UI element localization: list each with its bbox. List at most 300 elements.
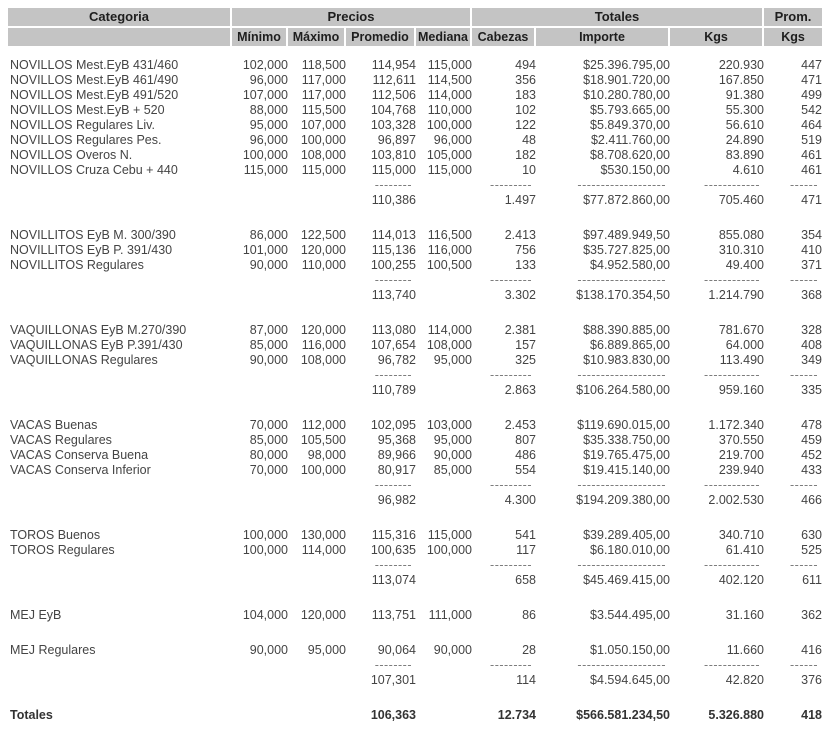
cell-categoria: NOVILLOS Regulares Liv.: [10, 118, 155, 132]
cell-cabezas: 86: [522, 608, 536, 622]
cell-kgs: 24.890: [725, 133, 764, 147]
cell-mediana: 100,500: [426, 258, 472, 272]
cell-cabezas: ---------: [490, 558, 532, 572]
cell-kgs: 310.310: [718, 243, 764, 257]
cell-maximo: 116,000: [301, 338, 346, 352]
cell-importe: $35.727.825,00: [583, 243, 670, 257]
table-row: [8, 528, 822, 543]
cell-mediana: [416, 558, 472, 573]
cell-kgs: 370.550: [718, 433, 764, 447]
cell-cabezas: 554: [515, 463, 536, 477]
cell-cabezas: 122: [515, 118, 536, 132]
table-row: [8, 608, 822, 623]
cell-prom_kgs: 461: [801, 148, 822, 162]
table-row: [8, 463, 822, 478]
cell-minimo: 90,000: [249, 258, 288, 272]
table-row: [8, 58, 822, 73]
dashes-row: [8, 478, 822, 493]
cell-categoria: [8, 193, 232, 208]
header-prom: Prom.: [764, 8, 822, 26]
cell-kgs: 340.710: [718, 528, 764, 542]
dashes-row: [8, 178, 822, 193]
cell-maximo: 114,000: [301, 543, 346, 557]
cell-mediana: [416, 573, 472, 588]
cell-promedio: 115,136: [371, 243, 416, 257]
cell-prom_kgs: ------: [790, 558, 818, 572]
subtotal-row: [8, 383, 822, 398]
cell-importe: $10.983.830,00: [583, 353, 670, 367]
cell-promedio: 96,897: [377, 133, 416, 147]
cell-promedio: 95,368: [377, 433, 416, 447]
cell-prom_kgs: 611: [802, 573, 822, 587]
cell-categoria: NOVILLITOS Regulares: [10, 258, 144, 272]
cell-importe: $39.289.405,00: [583, 528, 670, 542]
cell-promedio: 102,095: [370, 418, 416, 432]
cell-minimo: 107,000: [242, 88, 288, 102]
cell-cabezas: 807: [515, 433, 536, 447]
cell-maximo: [288, 368, 346, 383]
cell-kgs: 4.610: [732, 163, 764, 177]
table-row: [8, 643, 822, 658]
header-cabezas: Cabezas: [472, 28, 536, 46]
cell-minimo: 70,000: [249, 418, 288, 432]
subtotal-row: [8, 493, 822, 508]
cell-categoria: NOVILLITOS EyB P. 391/430: [10, 243, 173, 257]
cell-promedio: 113,740: [371, 288, 416, 302]
category-group: [8, 528, 822, 588]
cell-importe: -------------------: [577, 558, 666, 572]
cell-kgs: 219.700: [718, 448, 764, 462]
cell-cabezas: 12.734: [497, 708, 536, 722]
cell-maximo: 122,500: [300, 228, 346, 242]
cell-mediana: [416, 288, 472, 303]
cell-minimo: 102,000: [242, 58, 288, 72]
cell-promedio: --------: [374, 273, 412, 287]
cell-categoria: VAQUILLONAS EyB P.391/430: [10, 338, 183, 352]
cell-maximo: 108,000: [300, 148, 346, 162]
cell-cabezas: 2.863: [504, 383, 536, 397]
cell-maximo: [288, 273, 346, 288]
cell-categoria: [8, 573, 232, 588]
cell-cabezas: 494: [515, 58, 536, 72]
cell-importe: $8.708.620,00: [590, 148, 670, 162]
cell-cabezas: 658: [515, 573, 536, 587]
cell-maximo: 95,000: [307, 643, 346, 657]
cell-minimo: 100,000: [242, 148, 288, 162]
cell-mediana: 90,000: [433, 643, 472, 657]
cell-importe: $25.396.795,00: [583, 58, 670, 72]
cell-promedio: --------: [374, 368, 412, 382]
cell-importe: $530.150,00: [600, 163, 670, 177]
cell-promedio: 103,810: [370, 148, 416, 162]
cell-importe: $4.952.580,00: [590, 258, 670, 272]
cell-kgs: 1.214.790: [708, 288, 764, 302]
cell-cabezas: 3.302: [504, 288, 536, 302]
cell-maximo: [288, 558, 346, 573]
header-maximo: Máximo: [288, 28, 346, 46]
cell-categoria: [8, 558, 232, 573]
cell-minimo: 101,000: [242, 243, 288, 257]
subtotal-row: [8, 673, 822, 688]
cell-prom_kgs: 408: [801, 338, 822, 352]
cell-minimo: 88,000: [249, 103, 288, 117]
cell-promedio: 114,013: [371, 228, 416, 242]
cell-prom_kgs: 499: [801, 88, 822, 102]
cell-maximo: [288, 178, 346, 193]
cell-prom_kgs: ------: [790, 178, 818, 192]
cell-maximo: [288, 193, 346, 208]
table-row: [8, 133, 822, 148]
cell-kgs: ------------: [704, 368, 760, 382]
header-importe: Importe: [536, 28, 670, 46]
table-row: [8, 418, 822, 433]
cell-categoria: VACAS Buenas: [10, 418, 98, 432]
cell-mediana: [416, 383, 472, 398]
cell-prom_kgs: 416: [801, 643, 822, 657]
cell-prom_kgs: 471: [801, 73, 822, 87]
cell-prom_kgs: 459: [801, 433, 822, 447]
cell-minimo: [232, 193, 288, 208]
cell-promedio: 80,917: [377, 463, 416, 477]
cell-categoria: [8, 383, 232, 398]
cell-categoria: VAQUILLONAS EyB M.270/390: [10, 323, 187, 337]
table-row: [8, 448, 822, 463]
cell-mediana: [416, 273, 472, 288]
cell-minimo: [232, 368, 288, 383]
cell-kgs: 11.660: [726, 643, 764, 657]
category-group: [8, 323, 822, 398]
cell-prom_kgs: ------: [790, 273, 818, 287]
cell-categoria: NOVILLOS Mest.EyB 431/460: [10, 58, 179, 72]
cell-minimo: [232, 673, 288, 688]
cell-cabezas: 114: [516, 673, 536, 687]
cell-mediana: 110,000: [427, 103, 472, 117]
cell-mediana: [416, 178, 472, 193]
cell-promedio: 110,386: [371, 193, 416, 207]
cell-maximo: 108,000: [300, 353, 346, 367]
cell-prom_kgs: 371: [801, 258, 822, 272]
cell-kgs: 855.080: [718, 228, 764, 242]
cell-maximo: 120,000: [300, 608, 346, 622]
cell-maximo: [288, 383, 346, 398]
cell-importe: -------------------: [577, 178, 666, 192]
table-row: [8, 88, 822, 103]
cell-prom_kgs: ------: [790, 478, 818, 492]
table-row: [8, 148, 822, 163]
cell-promedio: 90,064: [377, 643, 416, 657]
cell-importe: $3.544.495,00: [590, 608, 670, 622]
cell-minimo: [232, 558, 288, 573]
header-prom-kgs: Kgs: [764, 28, 822, 46]
cell-minimo: [232, 493, 288, 508]
cell-prom_kgs: 349: [801, 353, 822, 367]
cell-promedio: 103,328: [370, 118, 416, 132]
cell-importe: $88.390.885,00: [583, 323, 670, 337]
category-group: [8, 608, 822, 623]
cell-kgs: 705.460: [718, 193, 764, 207]
table-row: [8, 228, 822, 243]
cell-mediana: 116,000: [427, 243, 472, 257]
category-group: [8, 418, 822, 508]
cell-importe: $6.180.010,00: [590, 543, 670, 557]
cell-mediana: [416, 193, 472, 208]
cell-cabezas: 10: [522, 163, 536, 177]
cell-kgs: ------------: [704, 178, 760, 192]
cell-importe: $97.489.949,50: [583, 228, 670, 242]
header-categoria-spacer: [8, 28, 232, 46]
cell-categoria: [8, 493, 232, 508]
cell-minimo: [232, 288, 288, 303]
dashes-row: [8, 658, 822, 673]
cell-maximo: 117,000: [301, 73, 346, 87]
cell-prom_kgs: 376: [801, 673, 822, 687]
cell-mediana: 116,500: [427, 228, 472, 242]
cell-mediana: 96,000: [433, 133, 472, 147]
cell-maximo: 120,000: [300, 323, 346, 337]
cell-promedio: 100,255: [370, 258, 416, 272]
cell-importe: $5.849.370,00: [590, 118, 670, 132]
cell-maximo: 115,000: [301, 163, 346, 177]
cell-prom_kgs: 464: [801, 118, 822, 132]
cell-mediana: 95,000: [433, 433, 472, 447]
table-row: [8, 338, 822, 353]
cell-kgs: 2.002.530: [708, 493, 764, 507]
cell-prom_kgs: ------: [790, 658, 818, 672]
cell-categoria: VAQUILLONAS Regulares: [10, 353, 158, 367]
cell-kgs: ------------: [704, 558, 760, 572]
cell-cabezas: 486: [515, 448, 536, 462]
cell-importe: -------------------: [577, 368, 666, 382]
cell-minimo: [232, 478, 288, 493]
cell-kgs: 31.160: [725, 608, 764, 622]
cell-prom_kgs: 525: [801, 543, 822, 557]
cell-prom_kgs: 410: [801, 243, 822, 257]
cell-mediana: 90,000: [433, 448, 472, 462]
cell-categoria: NOVILLOS Mest.EyB + 520: [10, 103, 165, 117]
cell-minimo: 87,000: [249, 323, 288, 337]
cell-prom_kgs: 478: [801, 418, 822, 432]
cell-cabezas: 48: [522, 133, 536, 147]
cell-importe: $119.690.015,00: [577, 418, 670, 432]
cell-cabezas: 2.453: [504, 418, 536, 432]
cell-mediana: 108,000: [426, 338, 472, 352]
cell-promedio: 113,751: [371, 608, 416, 622]
cell-mediana: 95,000: [433, 353, 472, 367]
cell-categoria: [8, 288, 232, 303]
cell-cabezas: ---------: [490, 658, 532, 672]
cell-mediana: 100,000: [426, 118, 472, 132]
cell-promedio: 115,000: [371, 163, 416, 177]
cell-maximo: 118,500: [301, 58, 346, 72]
table-row: [8, 323, 822, 338]
cell-promedio: 114,954: [371, 58, 416, 72]
cell-categoria: MEJ Regulares: [10, 643, 96, 657]
cell-categoria: [8, 368, 232, 383]
cell-mediana: 85,000: [433, 463, 472, 477]
header-kgs: Kgs: [670, 28, 764, 46]
cell-mediana: 100,000: [426, 543, 472, 557]
cell-categoria: TOROS Regulares: [10, 543, 115, 557]
cell-importe: $2.411.760,00: [590, 133, 670, 147]
table-row: [8, 243, 822, 258]
cell-promedio: 113,080: [371, 323, 416, 337]
table-row: [8, 433, 822, 448]
cell-prom_kgs: 519: [801, 133, 822, 147]
subtotal-row: [8, 573, 822, 588]
cell-maximo: 117,000: [301, 88, 346, 102]
cell-importe: -------------------: [577, 478, 666, 492]
cell-minimo: 86,000: [249, 228, 288, 242]
cell-maximo: [288, 478, 346, 493]
cell-importe: $5.793.665,00: [590, 103, 670, 117]
cell-importe: -------------------: [577, 273, 666, 287]
table-header: [8, 8, 822, 46]
category-group: [8, 643, 822, 688]
cell-minimo: 95,000: [249, 118, 288, 132]
cell-importe: $10.280.780,00: [583, 88, 670, 102]
cell-promedio: --------: [374, 178, 412, 192]
cell-importe: $6.889.865,00: [590, 338, 670, 352]
cell-categoria: VACAS Regulares: [10, 433, 112, 447]
cell-minimo: 100,000: [242, 543, 288, 557]
table-row: [8, 73, 822, 88]
cell-kgs: 61.410: [725, 543, 764, 557]
cell-prom_kgs: 354: [801, 228, 822, 242]
table-row: [8, 103, 822, 118]
cell-kgs: 167.850: [718, 73, 764, 87]
cell-promedio: 110,789: [371, 383, 416, 397]
cell-kgs: 83.890: [725, 148, 764, 162]
header-minimo: Mínimo: [232, 28, 288, 46]
dashes-row: [8, 558, 822, 573]
cell-cabezas: 182: [515, 148, 536, 162]
cell-maximo: 110,000: [301, 258, 346, 272]
dashes-row: [8, 368, 822, 383]
header-totales: Totales: [472, 8, 764, 26]
cell-categoria: VACAS Conserva Inferior: [10, 463, 151, 477]
cell-minimo: 115,000: [243, 163, 288, 177]
cell-promedio: 96,982: [377, 493, 416, 507]
cell-minimo: 100,000: [242, 528, 288, 542]
cell-mediana: [416, 658, 472, 673]
cell-kgs: 220.930: [718, 58, 764, 72]
cell-importe: $19.415.140,00: [583, 463, 670, 477]
cell-categoria: NOVILLOS Regulares Pes.: [10, 133, 162, 147]
cell-kgs: 64.000: [725, 338, 764, 352]
cell-minimo: 96,000: [249, 73, 288, 87]
cell-mediana: [416, 368, 472, 383]
cell-promedio: --------: [374, 658, 412, 672]
cell-maximo: [288, 658, 346, 673]
cell-promedio: 107,301: [370, 673, 416, 687]
cell-maximo: 105,500: [300, 433, 346, 447]
header-categoria: Categoria: [8, 8, 232, 26]
totals-row: [8, 708, 822, 723]
cell-mediana: [416, 493, 472, 508]
cell-mediana: 114,000: [427, 323, 472, 337]
cell-prom_kgs: 542: [801, 103, 822, 117]
cell-mediana: 114,000: [427, 88, 472, 102]
table-body: [8, 58, 822, 723]
cell-cabezas: 756: [515, 243, 536, 257]
cell-maximo: 130,000: [300, 528, 346, 542]
cell-categoria: [8, 178, 232, 193]
category-group: [8, 228, 822, 303]
cell-promedio: 104,768: [370, 103, 416, 117]
cell-cabezas: 2.413: [504, 228, 536, 242]
cell-maximo: [288, 708, 346, 723]
cell-cabezas: ---------: [490, 478, 532, 492]
cell-maximo: 120,000: [300, 243, 346, 257]
cell-minimo: [232, 658, 288, 673]
table-row: [8, 258, 822, 273]
cell-importe: $194.209.380,00: [576, 493, 670, 507]
cell-categoria: NOVILLOS Mest.EyB 461/490: [10, 73, 179, 87]
cell-cabezas: 117: [516, 543, 536, 557]
cell-promedio: 106,363: [370, 708, 416, 722]
cell-categoria: TOROS Buenos: [10, 528, 101, 542]
cell-kgs: ------------: [704, 478, 760, 492]
subtotal-row: [8, 193, 822, 208]
cell-prom_kgs: 368: [801, 288, 822, 302]
cell-prom_kgs: 328: [801, 323, 822, 337]
header-promedio: Promedio: [346, 28, 416, 46]
cell-minimo: 96,000: [249, 133, 288, 147]
cell-kgs: 42.820: [725, 673, 764, 687]
cell-minimo: 85,000: [249, 338, 288, 352]
category-group: [8, 58, 822, 208]
cell-cabezas: ---------: [490, 273, 532, 287]
cell-minimo: 90,000: [249, 643, 288, 657]
cell-mediana: [416, 708, 472, 723]
cell-importe: $35.338.750,00: [583, 433, 670, 447]
cell-prom_kgs: 362: [801, 608, 822, 622]
cell-promedio: --------: [374, 558, 412, 572]
cell-kgs: ------------: [704, 273, 760, 287]
cell-categoria: [8, 658, 232, 673]
cell-cabezas: 4.300: [504, 493, 536, 507]
cell-cabezas: ---------: [490, 178, 532, 192]
cell-kgs: 239.940: [718, 463, 764, 477]
table-row: [8, 163, 822, 178]
cell-importe: $18.901.720,00: [583, 73, 670, 87]
cell-prom_kgs: 433: [801, 463, 822, 477]
cell-prom_kgs: 461: [801, 163, 822, 177]
cell-importe: $1.050.150,00: [590, 643, 670, 657]
header-mediana: Mediana: [416, 28, 472, 46]
cell-mediana: [416, 478, 472, 493]
cell-maximo: [288, 288, 346, 303]
table-row: [8, 543, 822, 558]
cell-cabezas: ---------: [490, 368, 532, 382]
cell-promedio: 112,506: [371, 88, 416, 102]
cell-minimo: [232, 708, 288, 723]
cell-importe: $45.469.415,00: [583, 573, 670, 587]
cell-cabezas: 541: [515, 528, 536, 542]
cell-promedio: --------: [374, 478, 412, 492]
cell-kgs: ------------: [704, 658, 760, 672]
cell-categoria: NOVILLOS Mest.EyB 491/520: [10, 88, 179, 102]
cell-maximo: [288, 673, 346, 688]
cell-maximo: 112,000: [301, 418, 346, 432]
cell-prom_kgs: 471: [801, 193, 822, 207]
cell-mediana: 105,000: [426, 148, 472, 162]
cell-cabezas: 356: [515, 73, 536, 87]
cell-cabezas: 28: [522, 643, 536, 657]
cell-promedio: 112,611: [372, 73, 416, 87]
cell-cabezas: 133: [515, 258, 536, 272]
cell-mediana: [416, 673, 472, 688]
